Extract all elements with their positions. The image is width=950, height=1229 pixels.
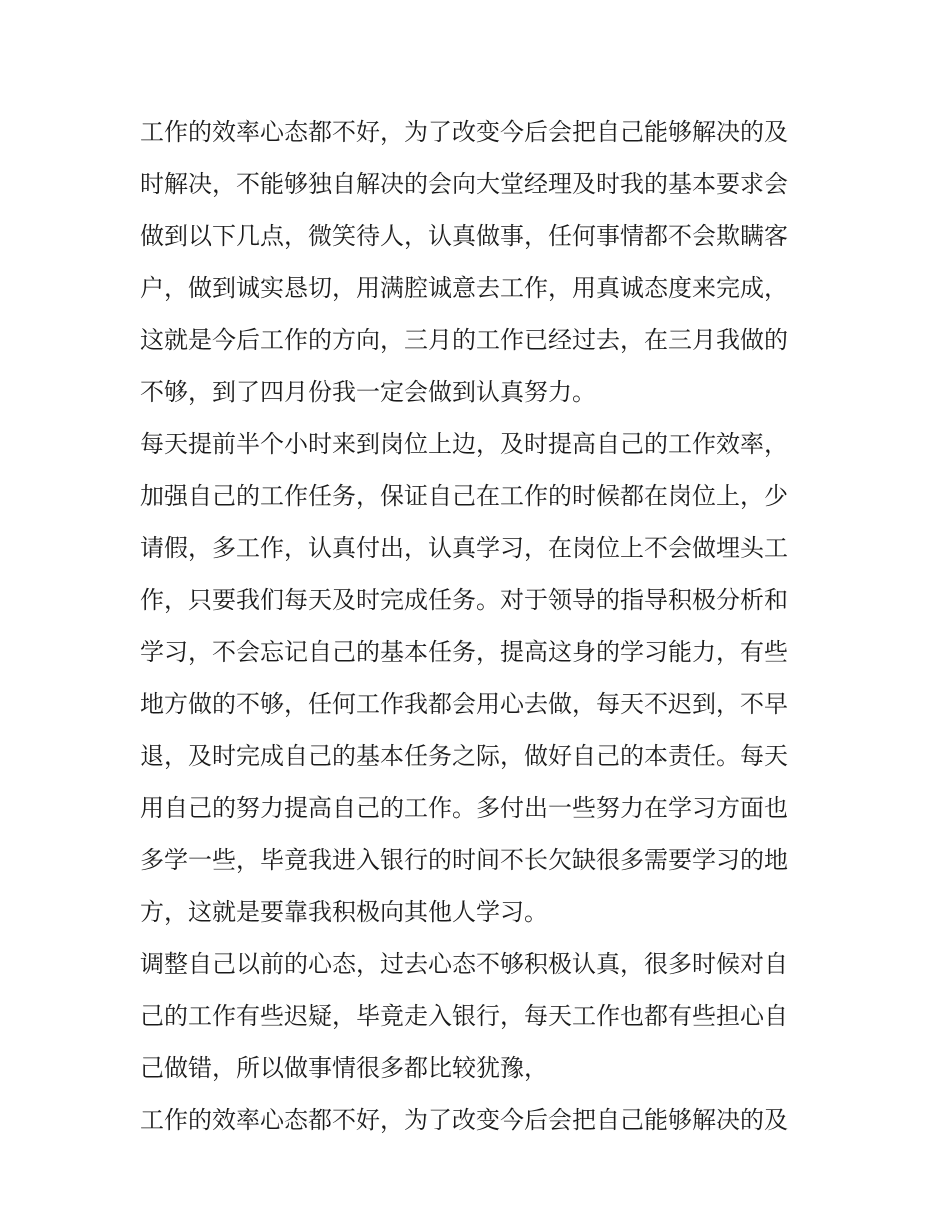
document-body (140, 106, 812, 1146)
text-line: 做到以下几点，微笑待人，认真做事，任何事情都不会欺瞒客 (140, 222, 788, 250)
text-line: 工作的效率心态都不好，为了改变今后会把自己能够解决的及 (140, 118, 788, 146)
text-line: 作，只要我们每天及时完成任务。对于领导的指导积极分析和 (140, 586, 788, 614)
text-line: 工作的效率心态都不好，为了改变今后会把自己能够解决的及 (140, 1106, 788, 1134)
text-line: 地方做的不够，任何工作我都会用心去做，每天不迟到，不早 (140, 690, 788, 718)
text-line: 用自己的努力提高自己的工作。多付出一些努力在学习方面也 (140, 794, 788, 822)
text-line: 调整自己以前的心态，过去心态不够积极认真，很多时候对自 (140, 950, 788, 978)
text-line: 请假，多工作，认真付出，认真学习，在岗位上不会做埋头工 (140, 534, 788, 562)
text-line: 方，这就是要靠我积极向其他人学习。 (140, 898, 548, 926)
text-line: 加强自己的工作任务，保证自己在工作的时候都在岗位上，少 (140, 482, 788, 510)
text-line: 户，做到诚实恳切，用满腔诚意去工作，用真诚态度来完成， (140, 274, 788, 302)
text-line: 己的工作有些迟疑，毕竟走入银行，每天工作也都有些担心自 (140, 1002, 788, 1030)
text-line: 己做错，所以做事情很多都比较犹豫， (140, 1054, 548, 1082)
text-line: 学习，不会忘记自己的基本任务，提高这身的学习能力，有些 (140, 638, 788, 666)
text-line: 不够，到了四月份我一定会做到认真努力。 (140, 378, 596, 406)
text-line: 时解决，不能够独自解决的会向大堂经理及时我的基本要求会 (140, 170, 788, 198)
text-line: 多学一些，毕竟我进入银行的时间不长欠缺很多需要学习的地 (140, 846, 788, 874)
text-line: 退，及时完成自己的基本任务之际，做好自己的本责任。每天 (140, 742, 788, 770)
text-line: 这就是今后工作的方向，三月的工作已经过去，在三月我做的 (140, 326, 788, 354)
text-line: 每天提前半个小时来到岗位上边，及时提高自己的工作效率， (140, 430, 788, 458)
